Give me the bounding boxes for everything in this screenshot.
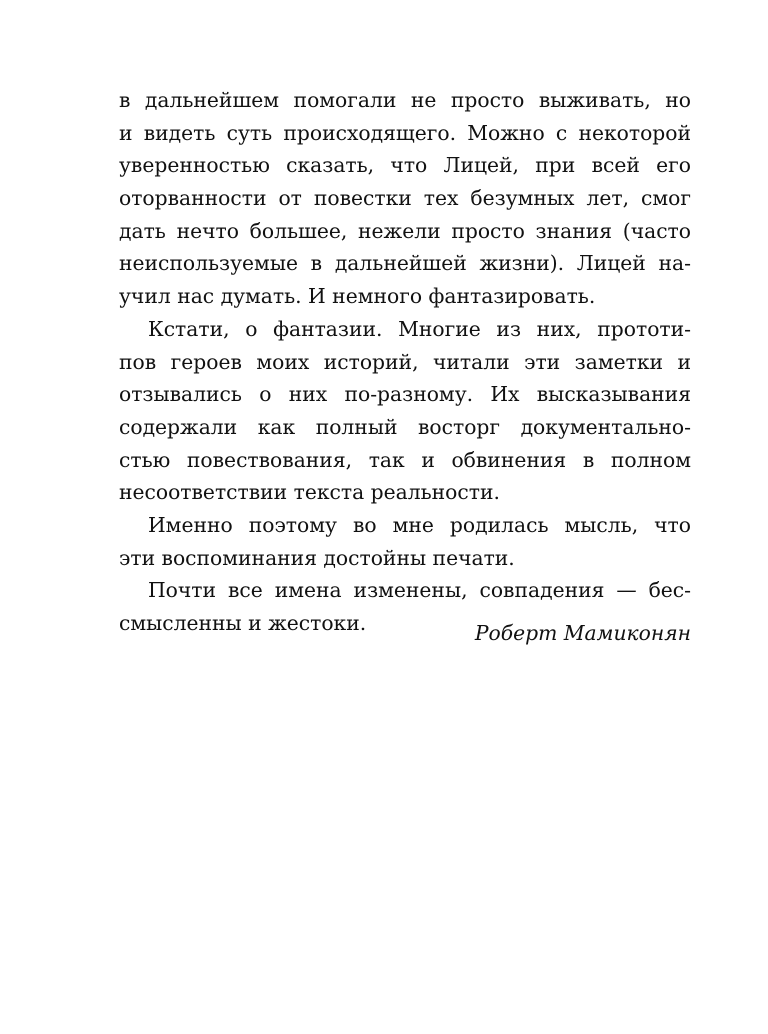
text-line: эти воспоминания достойны печати. — [119, 545, 515, 570]
text-line: стью повествования, так и обвинения в полном — [119, 447, 691, 472]
text-line: несоответствии текста реальности. — [119, 480, 500, 505]
text-line: в дальнейшем помогали не просто выживать, но — [119, 88, 691, 112]
text-line: содержали как полный восторг документально- — [119, 414, 691, 439]
text-line: дать нечто большее, нежели просто знания (часто — [119, 218, 691, 243]
text-line: уверенностью сказать, что Лицей, при всей его — [119, 153, 691, 178]
text-line: Почти все имена изменены, совпадения — бес- — [148, 578, 691, 603]
text-line: смысленны и жестоки. — [119, 611, 367, 635]
text-line: учил нас думать. И немного фантазировать. — [119, 284, 596, 309]
text-line: неиспользуемые в дальнейшей жизни). Лицей на- — [119, 251, 691, 276]
text-line: оторванности от повестки тех безумных лет, смог — [119, 186, 691, 211]
text-line: отзывались о них по-разному. Их высказывания — [119, 382, 691, 407]
author-signature: Роберт Мамиконян — [474, 621, 691, 645]
text-line: Кстати, о фантазии. Многие из них, прототи- — [148, 316, 691, 341]
text-line: и видеть суть происходящего. Можно с некоторой — [119, 120, 691, 145]
body-text — [119, 84, 691, 640]
text-line: Именно поэтому во мне родилась мысль, что — [148, 512, 691, 537]
text-line: пов героев моих историй, читали эти заметки и — [119, 349, 691, 374]
